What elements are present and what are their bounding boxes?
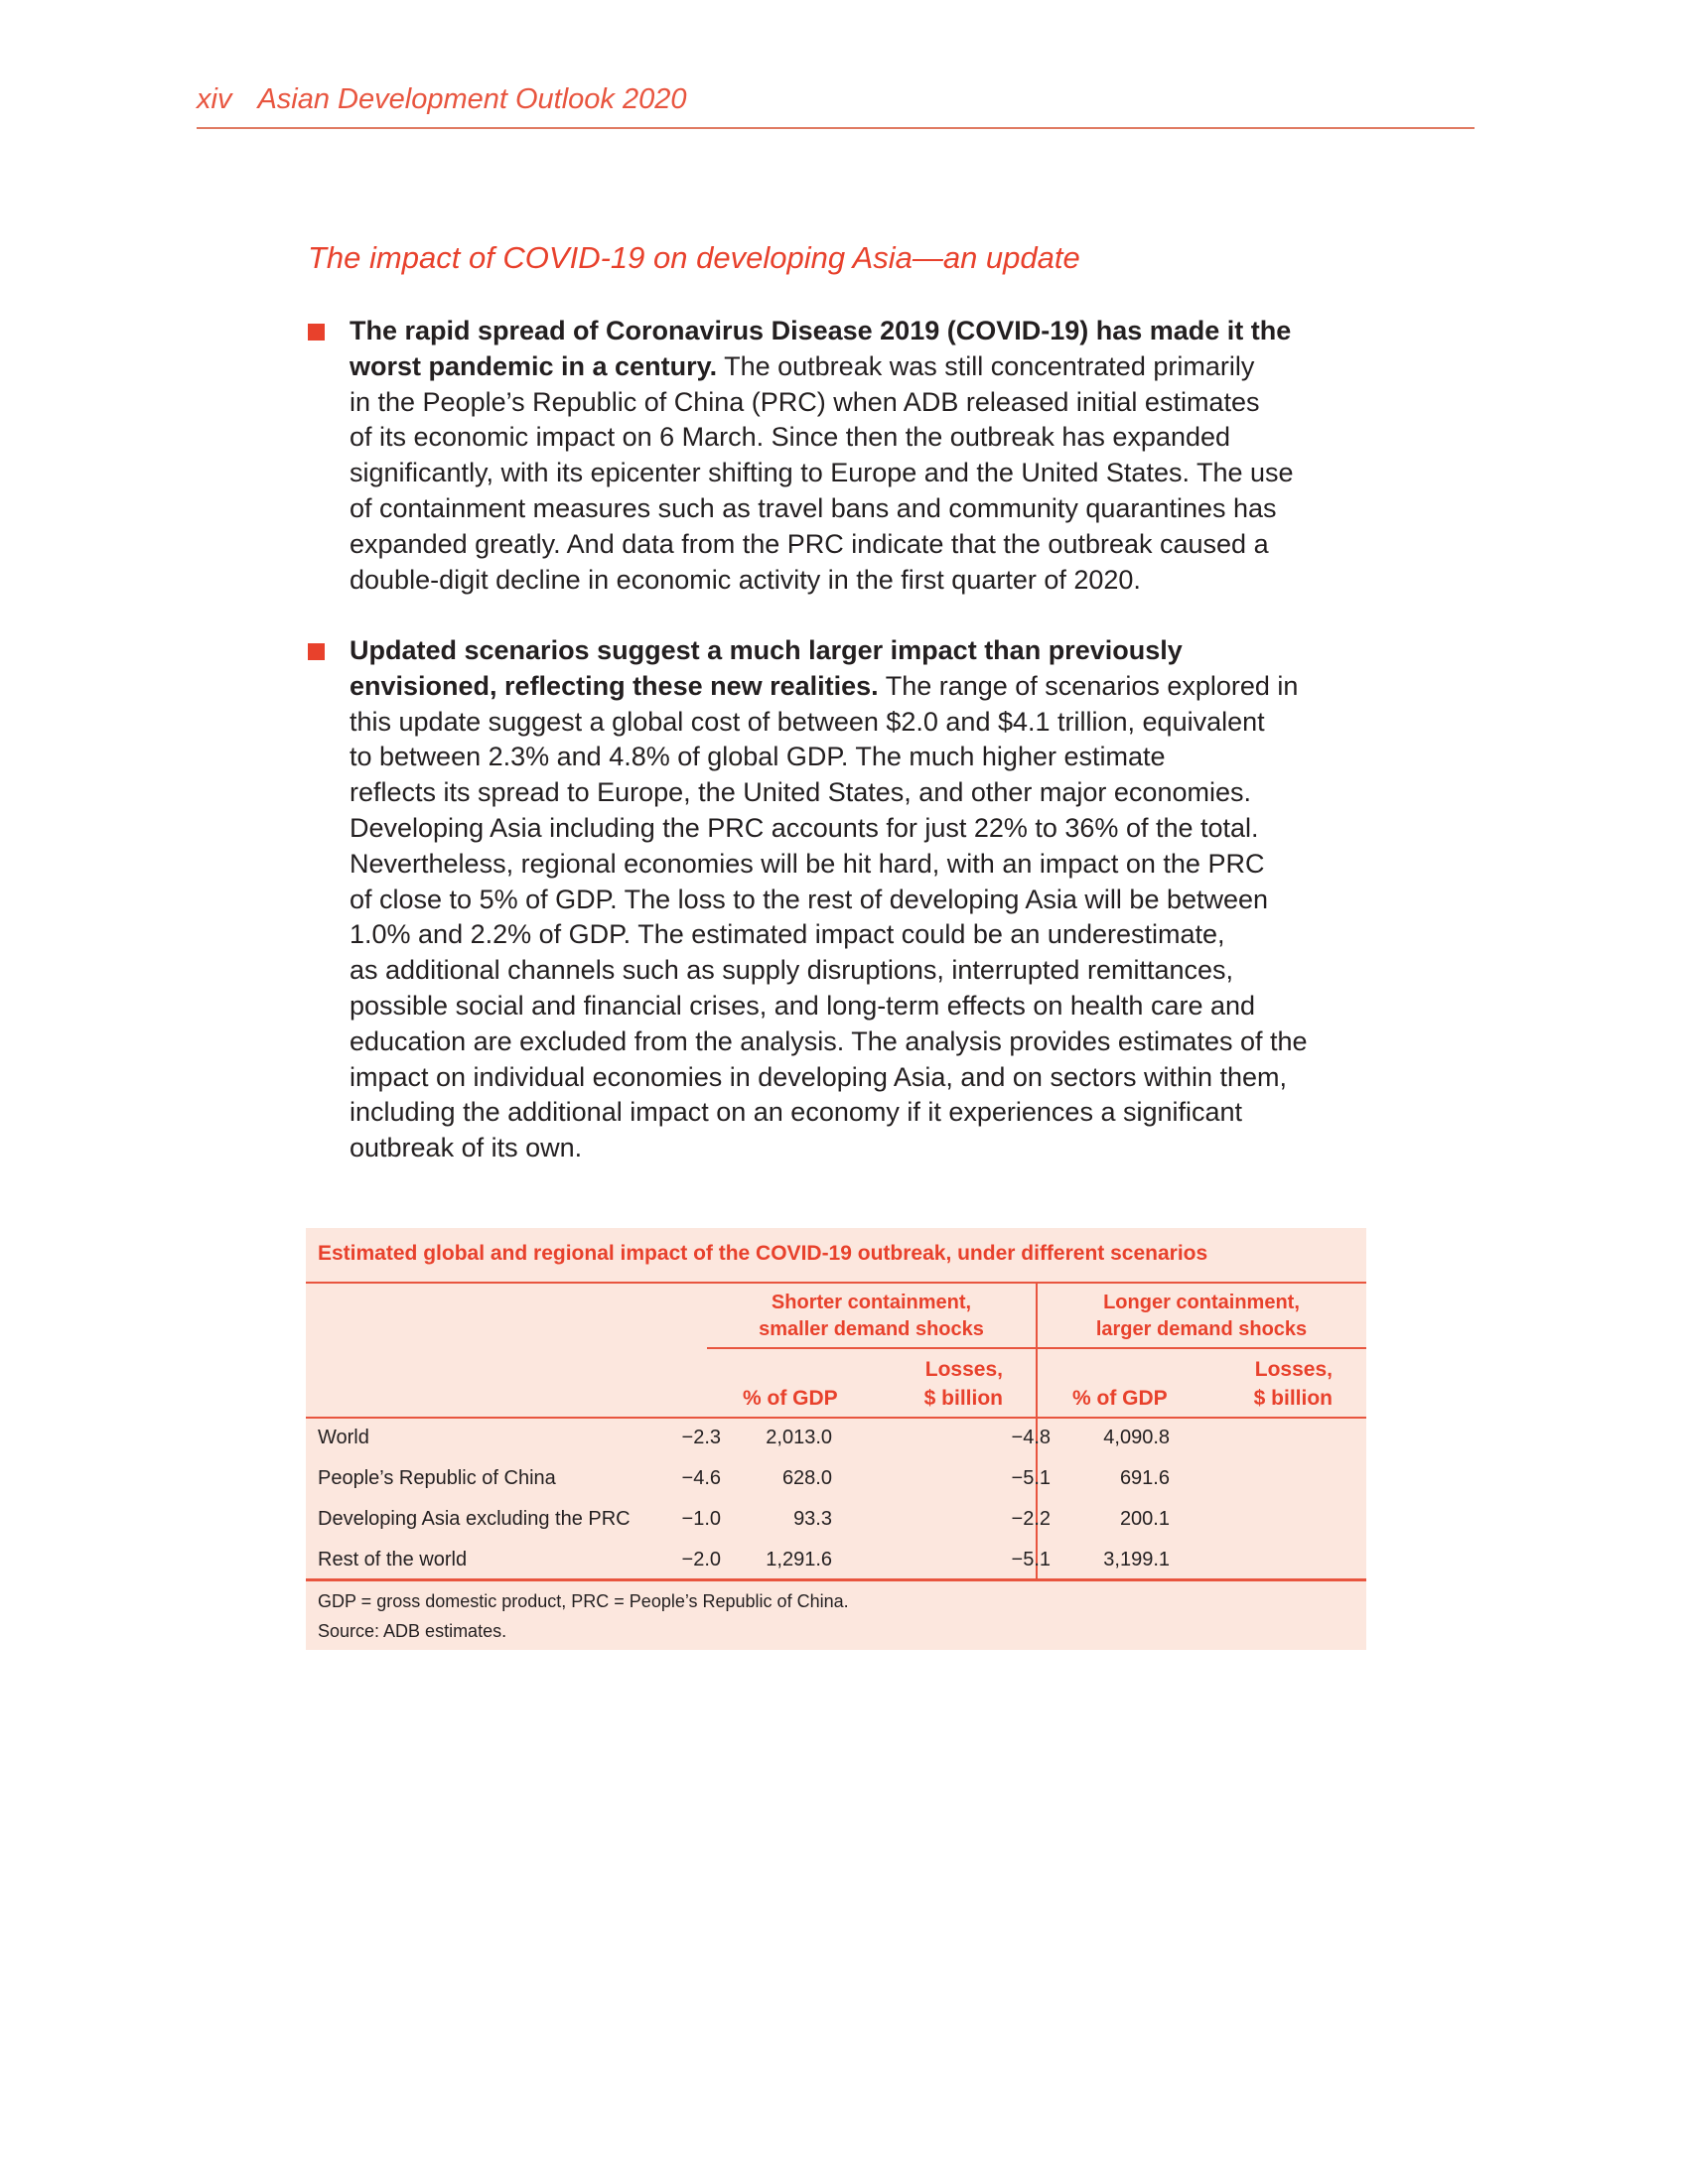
paragraph-line: [350, 563, 1294, 599]
row-label: People’s Republic of China: [318, 1467, 556, 1489]
column-header-line: Losses,: [924, 1358, 1003, 1381]
group-header-longer: [1037, 1290, 1366, 1343]
body-text: as additional channels such as supply disruptions, interrupted remittances,: [350, 955, 1233, 986]
paragraph-line: [350, 1024, 1308, 1060]
section-title: The impact of COVID-19 on developing Asia—an update: [308, 240, 1080, 275]
bold-lead-text: The rapid spread of Coronavirus Disease 2019 (COVID-19) has made it the: [350, 316, 1292, 345]
table-note: GDP = gross domestic product, PRC = People’s Republic of China.: [318, 1591, 849, 1611]
body-text: Developing Asia including the PRC accounts for just 22% to 36% of the total.: [350, 812, 1259, 843]
paragraph-line: [350, 740, 1308, 775]
divider: [306, 1417, 1366, 1419]
header-rule: [197, 127, 1475, 129]
body-text: impact on individual economies in developing Asia, and on sectors within them,: [350, 1061, 1288, 1092]
paragraph-line: [350, 989, 1308, 1024]
column-header-line: Losses,: [1254, 1358, 1333, 1381]
impact-table: [306, 1228, 1366, 1650]
body-text: this update suggest a global cost of between $2.0 and $4.1 trillion, equivalent: [350, 706, 1265, 737]
table-cell: −4.6: [681, 1467, 721, 1489]
bullet-square-icon: [308, 643, 325, 660]
bold-lead-text: envisioned, reflecting these new realities.: [350, 670, 879, 701]
group-header-line: Longer containment,: [1103, 1292, 1300, 1313]
table-title: Estimated global and regional impact of the COVID-19 outbreak, under different scenarios: [318, 1242, 1208, 1265]
body-text: education are excluded from the analysis. The analysis provides estimates of the: [350, 1025, 1308, 1056]
body-text: in the People’s Republic of China (PRC) when ADB released initial estimates: [350, 386, 1260, 417]
paragraph-line: [350, 1060, 1308, 1096]
group-header-line: Shorter containment,: [771, 1292, 972, 1313]
publication-title: Asian Development Outlook 2020: [257, 83, 687, 115]
paragraph-line: [350, 917, 1308, 953]
group-header-line: larger demand shocks: [1095, 1318, 1308, 1340]
paragraph-line: [350, 385, 1294, 421]
paragraph-line: [350, 1131, 1308, 1166]
table-cell: 1,291.6: [766, 1549, 832, 1570]
column-header-pct-gdp: % of GDP: [743, 1387, 838, 1410]
paragraph-line: [350, 633, 1308, 669]
table-cell: −4.8: [1011, 1427, 1051, 1448]
table-cell: −1.0: [681, 1508, 721, 1530]
table-cell: −5.1: [1011, 1467, 1051, 1489]
table-cell: 4,090.8: [1103, 1427, 1170, 1448]
body-text: double-digit decline in economic activity in the first quarter of 2020.: [350, 564, 1141, 595]
paragraph-line: [350, 1095, 1308, 1131]
paragraph-line: [350, 527, 1294, 563]
paragraph-line: [350, 775, 1308, 811]
table-cell: −5.1: [1011, 1549, 1051, 1570]
table-cell: −2.3: [681, 1427, 721, 1448]
body-text: The outbreak was still concentrated primarily: [717, 350, 1255, 381]
body-text: to between 2.3% and 4.8% of global GDP. The much higher estimate: [350, 742, 1166, 772]
paragraph-line: [350, 491, 1294, 527]
column-header-line: $ billion: [923, 1387, 1003, 1410]
body-text: including the additional impact on an economy if it experiences a significant: [350, 1097, 1243, 1128]
paragraph-line: [350, 420, 1294, 456]
row-label: Rest of the world: [318, 1549, 468, 1570]
body-text: The range of scenarios explored in: [878, 670, 1299, 701]
paragraph-line: [350, 953, 1308, 989]
column-header-line: $ billion: [1253, 1387, 1333, 1410]
group-header-line: smaller demand shocks: [759, 1318, 984, 1340]
table-source: Source: ADB estimates.: [318, 1621, 507, 1641]
body-text: reflects its spread to Europe, the United States, and other major economies.: [350, 777, 1251, 808]
paragraph-line: [350, 349, 1294, 385]
body-text: expanded greatly. And data from the PRC indicate that the outbreak caused a: [350, 528, 1269, 559]
page-number: xiv: [197, 83, 232, 115]
table-cell: 3,199.1: [1103, 1549, 1170, 1570]
column-header-losses: [874, 1355, 1003, 1413]
table-cell: 200.1: [1119, 1508, 1170, 1530]
paragraph-line: [350, 669, 1308, 705]
table-cell: 691.6: [1119, 1467, 1170, 1489]
paragraph-line: [350, 811, 1308, 847]
table-cell: 628.0: [781, 1467, 832, 1489]
running-head: [197, 83, 687, 116]
table-cell: −2.2: [1011, 1508, 1051, 1530]
body-text: possible social and financial crises, and long-term effects on health care and: [350, 990, 1256, 1021]
body-text: of containment measures such as travel bans and community quarantines has: [350, 492, 1277, 523]
bullet-square-icon: [308, 324, 325, 341]
body-text: outbreak of its own.: [350, 1133, 583, 1163]
row-label: Developing Asia excluding the PRC: [318, 1508, 631, 1530]
paragraph-line: [350, 314, 1294, 349]
column-header-pct-gdp: % of GDP: [1072, 1387, 1168, 1410]
paragraph-line: [350, 847, 1308, 883]
body-text: of close to 5% of GDP. The loss to the rest of developing Asia will be between: [350, 884, 1269, 914]
row-label: World: [318, 1427, 369, 1448]
table-cell: 2,013.0: [766, 1427, 832, 1448]
table-cell: 93.3: [793, 1508, 832, 1530]
group-header-shorter: [707, 1290, 1036, 1343]
divider: [306, 1282, 1366, 1284]
bold-lead-text: Updated scenarios suggest a much larger impact than previously: [350, 635, 1183, 665]
divider: [707, 1347, 1366, 1349]
body-text: 1.0% and 2.2% of GDP. The estimated impact could be an underestimate,: [350, 919, 1225, 950]
paragraph-line: [350, 456, 1294, 491]
divider: [306, 1578, 1366, 1581]
bold-lead-text: worst pandemic in a century.: [350, 350, 718, 381]
paragraph-line: [350, 705, 1308, 741]
body-text: of its economic impact on 6 March. Since then the outbreak has expanded: [350, 422, 1231, 453]
body-text: Nevertheless, regional economies will be hit hard, with an impact on the PRC: [350, 848, 1265, 879]
table-cell: −2.0: [681, 1549, 721, 1570]
column-header-losses: [1203, 1355, 1333, 1413]
body-text: significantly, with its epicenter shifting to Europe and the United States. The use: [350, 458, 1294, 488]
paragraph-line: [350, 883, 1308, 918]
